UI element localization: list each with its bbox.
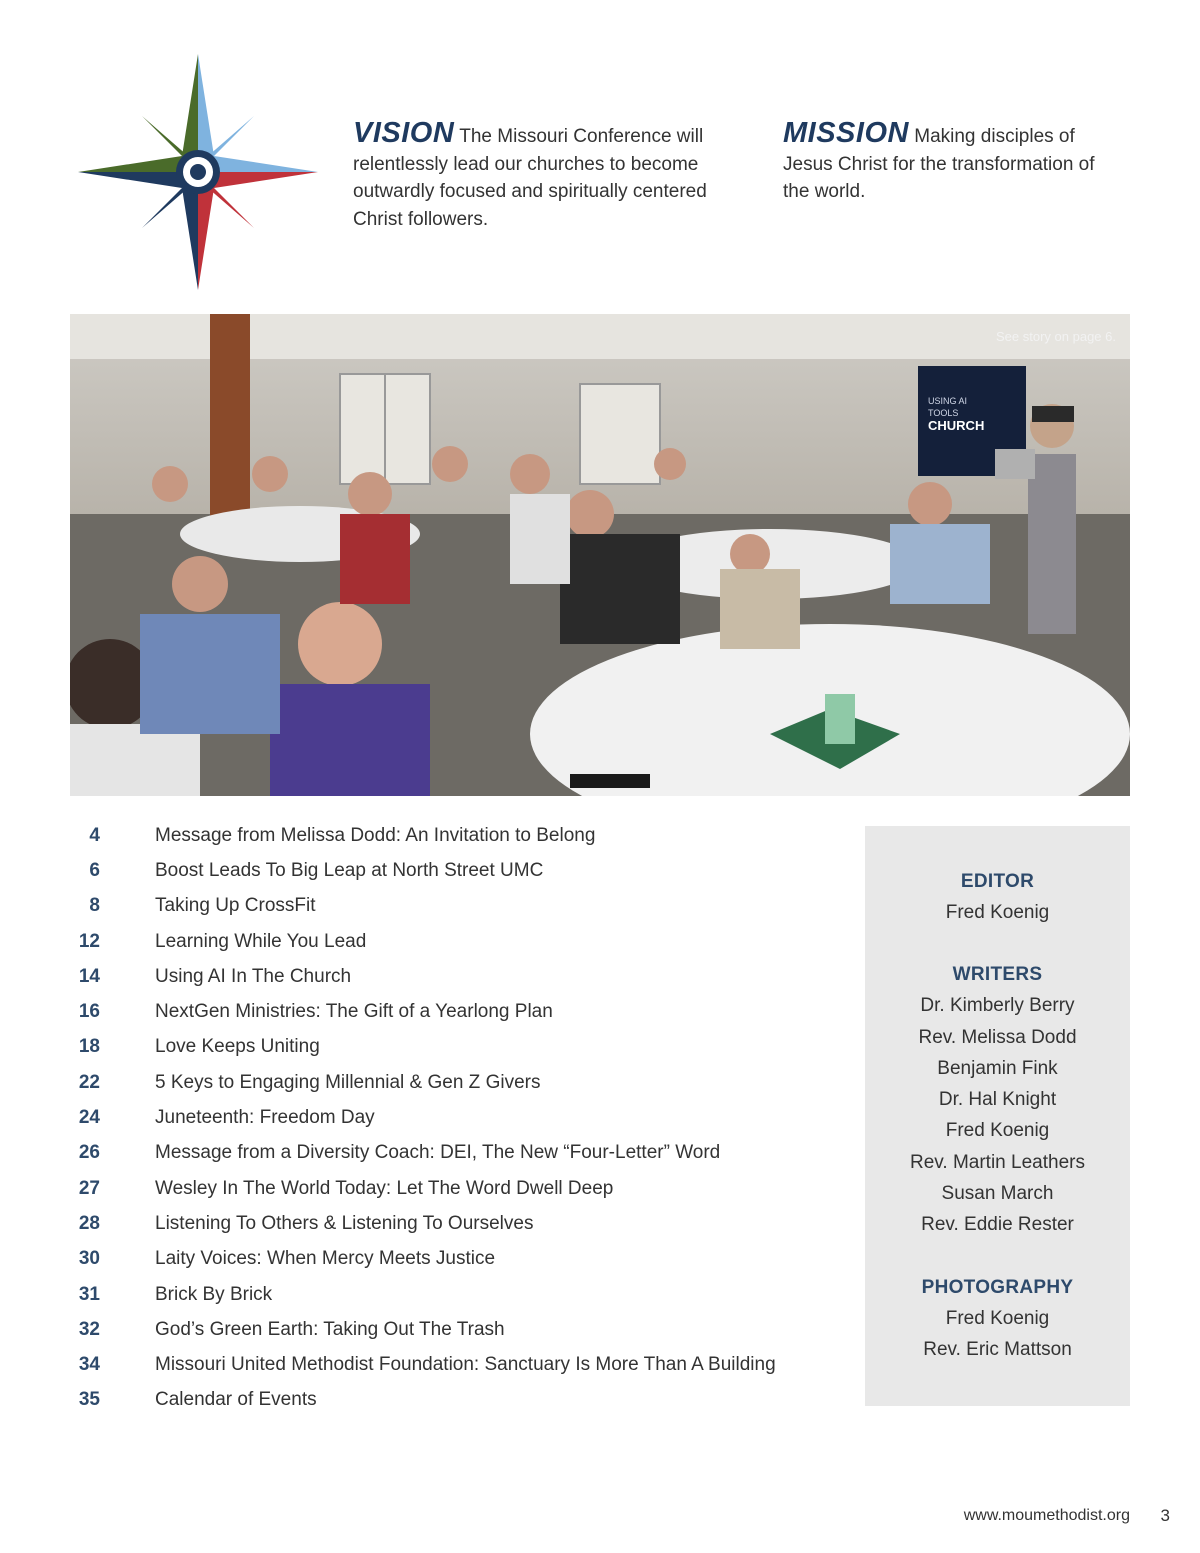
- toc-page-number: 12: [78, 930, 100, 952]
- toc-title: Boost Leads To Big Leap at North Street UMC: [155, 859, 544, 881]
- toc-row[interactable]: [60, 853, 840, 888]
- writers-name: Rev. Martin Leathers: [910, 1151, 1085, 1173]
- writers-name: Fred Koenig: [945, 1120, 1050, 1142]
- toc-title: Learning While You Lead: [155, 930, 367, 952]
- table-of-contents: [60, 818, 840, 1418]
- vision-text: The Missouri Conference will relentlessly lead our churches to become outwardly focused and spiritually centered Christ followers.: [353, 126, 707, 230]
- writers-name: Benjamin Fink: [937, 1057, 1058, 1079]
- toc-title: Laity Voices: When Mercy Meets Justice: [155, 1248, 496, 1270]
- toc-page-number: 30: [78, 1248, 100, 1270]
- toc-page-number: 24: [78, 1107, 100, 1129]
- toc-title: Using AI In The Church: [155, 965, 352, 987]
- photography-group: [865, 1272, 1130, 1366]
- toc-page-number: 31: [78, 1283, 100, 1305]
- photo-caption: See story on page 6.: [996, 329, 1116, 344]
- toc-row[interactable]: [60, 1347, 840, 1382]
- compass-star-icon: [76, 52, 320, 292]
- toc-row[interactable]: [60, 1242, 840, 1277]
- toc-title: Message from Melissa Dodd: An Invitation to Belong: [155, 824, 596, 846]
- toc-row[interactable]: [60, 994, 840, 1029]
- toc-row[interactable]: [60, 1030, 840, 1065]
- credits-panel: [865, 826, 1130, 1406]
- toc-row[interactable]: [60, 959, 840, 994]
- writers-name: Rev. Eddie Rester: [921, 1214, 1074, 1236]
- toc-page-number: 28: [78, 1212, 100, 1234]
- toc-row[interactable]: [60, 1100, 840, 1135]
- toc-title: Juneteenth: Freedom Day: [155, 1107, 375, 1129]
- toc-page-number: 35: [78, 1389, 100, 1411]
- screen-text-1: USING AI: [928, 396, 968, 406]
- toc-title: Calendar of Events: [155, 1389, 317, 1411]
- writers-name: Dr. Hal Knight: [938, 1089, 1057, 1111]
- screen-text-2: TOOLS: [928, 408, 959, 418]
- writers-group: [865, 959, 1130, 1240]
- toc-page-number: 32: [78, 1318, 100, 1340]
- toc-row[interactable]: [60, 1312, 840, 1347]
- toc-title: Missouri United Methodist Foundation: Sanctuary Is More Than A Building: [155, 1354, 776, 1376]
- editor-group: [865, 866, 1130, 928]
- toc-row[interactable]: [60, 1171, 840, 1206]
- editor-heading: EDITOR: [960, 871, 1035, 892]
- toc-page-number: 27: [78, 1177, 100, 1199]
- toc-row[interactable]: [60, 1065, 840, 1100]
- toc-row[interactable]: [60, 1383, 840, 1418]
- writers-name: Susan March: [941, 1183, 1054, 1205]
- toc-title: Message from a Diversity Coach: DEI, The New “Four-Letter” Word: [155, 1142, 721, 1164]
- toc-row[interactable]: [60, 889, 840, 924]
- toc-title: Wesley In The World Today: Let The Word Dwell Deep: [155, 1177, 614, 1199]
- feature-photo: [70, 314, 1130, 796]
- toc-title: Listening To Others & Listening To Ourselves: [155, 1212, 534, 1234]
- toc-page-number: 18: [78, 1036, 100, 1058]
- toc-row[interactable]: [60, 1206, 840, 1241]
- toc-row[interactable]: [60, 818, 840, 853]
- toc-page-number: 34: [78, 1354, 100, 1376]
- toc-row[interactable]: [60, 1277, 840, 1312]
- toc-title: Love Keeps Uniting: [155, 1036, 320, 1058]
- toc-page-number: 4: [89, 824, 100, 846]
- toc-row[interactable]: [60, 924, 840, 959]
- mission-text: Making disciples of Jesus Christ for the transformation of the world.: [783, 126, 1095, 202]
- toc-row[interactable]: [60, 1136, 840, 1171]
- photography-heading: PHOTOGRAPHY: [921, 1276, 1074, 1298]
- photography-name: Fred Koenig: [945, 1307, 1050, 1329]
- mission-statement: [783, 117, 1123, 206]
- vision-label: VISION: [353, 117, 455, 149]
- toc-page-number: 8: [89, 895, 100, 917]
- photography-name: Rev. Eric Mattson: [923, 1338, 1072, 1360]
- writers-name: Rev. Melissa Dodd: [918, 1026, 1077, 1048]
- page-number: 3: [1160, 1506, 1170, 1525]
- toc-title: Taking Up CrossFit: [155, 895, 316, 917]
- toc-title: Brick By Brick: [155, 1283, 273, 1305]
- writers-heading: WRITERS: [952, 964, 1043, 986]
- toc-page-number: 16: [78, 1001, 100, 1023]
- toc-page-number: 14: [78, 965, 100, 987]
- toc-title: 5 Keys to Engaging Millennial & Gen Z Givers: [155, 1071, 541, 1093]
- mission-label: MISSION: [783, 117, 909, 149]
- vision-statement: [353, 117, 753, 233]
- writers-name: Dr. Kimberly Berry: [920, 995, 1075, 1017]
- toc-title: NextGen Ministries: The Gift of a Yearlong Plan: [155, 1001, 553, 1023]
- toc-title: God’s Green Earth: Taking Out The Trash: [155, 1318, 505, 1340]
- screen-text-3: CHURCH: [928, 418, 985, 433]
- toc-page-number: 6: [89, 859, 100, 881]
- editor-name: Fred Koenig: [945, 902, 1050, 923]
- toc-page-number: 22: [78, 1071, 100, 1093]
- website-link[interactable]: www.moumethodist.org: [963, 1507, 1130, 1524]
- toc-page-number: 26: [78, 1142, 100, 1164]
